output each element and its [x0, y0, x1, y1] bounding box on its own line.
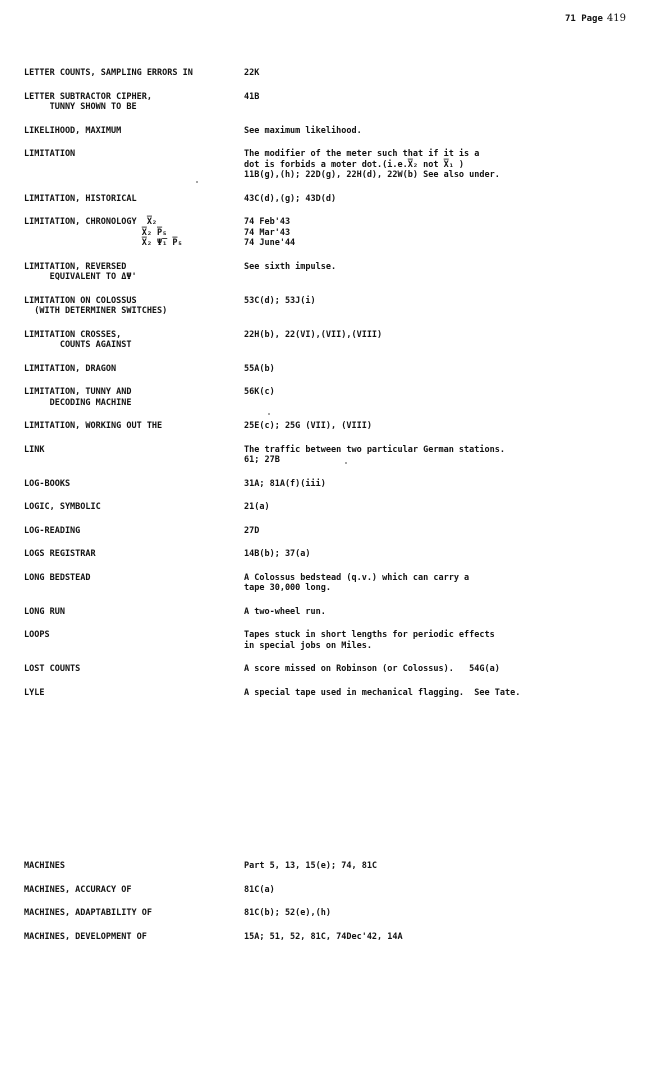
index-entry [24, 364, 634, 375]
index-entry [24, 688, 634, 699]
index-entry [24, 387, 634, 408]
index-entry [24, 607, 634, 618]
page-header [565, 14, 626, 25]
entry-term: MACHINES, ACCURACY OF [24, 884, 132, 895]
entry-definition: 22H(b), 22(VI),(VII),(VIII) [244, 329, 383, 340]
index-entry [24, 421, 634, 432]
entry-definition: 31A; 81A(f)(iii) [244, 478, 326, 489]
index-entry [24, 92, 634, 113]
index-entry [24, 445, 634, 466]
entry-definition: See maximum likelihood. [244, 125, 362, 136]
entry-definition: 74 Feb'43 74 Mar'43 74 June'44 [244, 217, 296, 248]
entry-term: LIMITATION, HISTORICAL [24, 193, 137, 204]
entry-definition: A Colossus bedstead (q.v.) which can carry a tape 30,000 long. [244, 572, 470, 593]
entry-term: LOOPS [24, 630, 50, 640]
index-entry [24, 502, 634, 513]
entry-term: LOG-BOOKS [24, 478, 71, 489]
entry-definition: 81C(b); 52(e),(h) [244, 908, 331, 918]
entry-definition: A score missed on Robinson (or Colossus). 54G(a) [244, 664, 500, 674]
entry-term: LOGIC, SYMBOLIC [24, 502, 101, 512]
index-entry [24, 126, 634, 137]
index-entries [24, 68, 634, 955]
entry-term: LIMITATION, WORKING OUT THE [24, 421, 163, 431]
entry-definition: 15A; 51, 52, 81C, 74Dec'42, 14A [244, 931, 403, 942]
entry-definition: 55A(b) [244, 363, 275, 374]
entry-definition: 56K(c) [244, 387, 275, 397]
index-entry [24, 68, 634, 79]
page-number: 71 Page [564, 14, 603, 24]
entry-term: MACHINES, ADAPTABILITY OF [24, 908, 152, 918]
entry-term: LOGS REGISTRAR [24, 549, 96, 559]
entry-definition: 22K [244, 68, 260, 78]
entry-term: LOG-READING [24, 525, 81, 536]
index-entry [24, 149, 634, 181]
index-entry [24, 262, 634, 283]
entry-definition: 41B [244, 91, 260, 102]
index-entry [24, 664, 634, 675]
entry-definition: 27D [244, 525, 260, 536]
entry-definition: The modifier of the meter such that if it is a dot is forbids a moter dot.(i.e.X̅₂ not X̅₁ ) 11B(g),(h); 22D(g), 22H(d), 22W(b) See also under. [244, 149, 500, 180]
entry-term: LIMITATION, CHRONOLOGY X̅₂ X̅₂ P̅₅ X̅₂ Ψ̅₁ P̅₅ [24, 217, 183, 248]
scan-speck [196, 181, 198, 183]
entry-definition: See sixth impulse. [244, 261, 337, 272]
entry-term: LONG RUN [24, 606, 65, 617]
index-entry [24, 526, 634, 537]
index-entry [24, 908, 634, 919]
handwritten-page-number: 419 [606, 13, 626, 24]
entry-definition: 21(a) [244, 502, 270, 512]
index-entry [24, 861, 634, 872]
entry-term: LIKELIHOOD, MAXIMUM [24, 125, 122, 136]
entry-term: LIMITATION, DRAGON [24, 363, 117, 374]
entry-definition: A special tape used in mechanical flagging. See Tate. [244, 687, 521, 698]
scan-speck [268, 413, 270, 415]
entry-term: LIMITATION, TUNNY AND DECODING MACHINE [24, 387, 132, 408]
index-entry [24, 479, 634, 490]
entry-definition: Part 5, 13, 15(e); 74, 81C [244, 861, 378, 871]
entry-definition: A two-wheel run. [244, 606, 326, 617]
entry-definition: 53C(d); 53J(i) [244, 295, 316, 306]
entry-term: MACHINES [24, 861, 65, 871]
entry-term: LETTER SUBTRACTOR CIPHER, TUNNY SHOWN TO BE [24, 91, 152, 112]
index-entry [24, 330, 634, 351]
index-entry [24, 194, 634, 205]
entry-definition: 81C(a) [244, 884, 275, 895]
entry-definition: 14B(b); 37(a) [244, 549, 311, 559]
index-entry [24, 630, 634, 651]
index-entry [24, 296, 634, 317]
entry-term: MACHINES, DEVELOPMENT OF [24, 931, 147, 942]
entry-definition: Tapes stuck in short lengths for periodic effects in special jobs on Miles. [244, 630, 495, 651]
entry-term: LONG BEDSTEAD [24, 572, 91, 583]
entry-term: LIMITATION [24, 149, 76, 159]
entry-term: LYLE [24, 687, 45, 698]
entry-definition: 25E(c); 25G (VII), (VIII) [244, 421, 372, 431]
entry-term: LETTER COUNTS, SAMPLING ERRORS IN [24, 68, 193, 78]
section-gap [24, 711, 634, 861]
index-entry [24, 549, 634, 560]
index-entry [24, 573, 634, 594]
entry-term: LINK [24, 444, 45, 455]
entry-term: LIMITATION ON COLOSSUS (WITH DETERMINER SWITCHES) [24, 295, 168, 316]
index-entry [24, 885, 634, 896]
entry-term: LOST COUNTS [24, 664, 81, 674]
scan-speck [345, 462, 347, 464]
entry-definition: 43C(d),(g); 43D(d) [244, 193, 337, 204]
entry-term: LIMITATION, REVERSED EQUIVALENT TO ΔΨ' [24, 261, 137, 282]
index-entry [24, 932, 634, 943]
entry-term: LIMITATION CROSSES, COUNTS AGAINST [24, 329, 132, 350]
index-entry [24, 217, 634, 249]
entry-definition: The traffic between two particular German stations. 61; 27B [244, 444, 505, 465]
